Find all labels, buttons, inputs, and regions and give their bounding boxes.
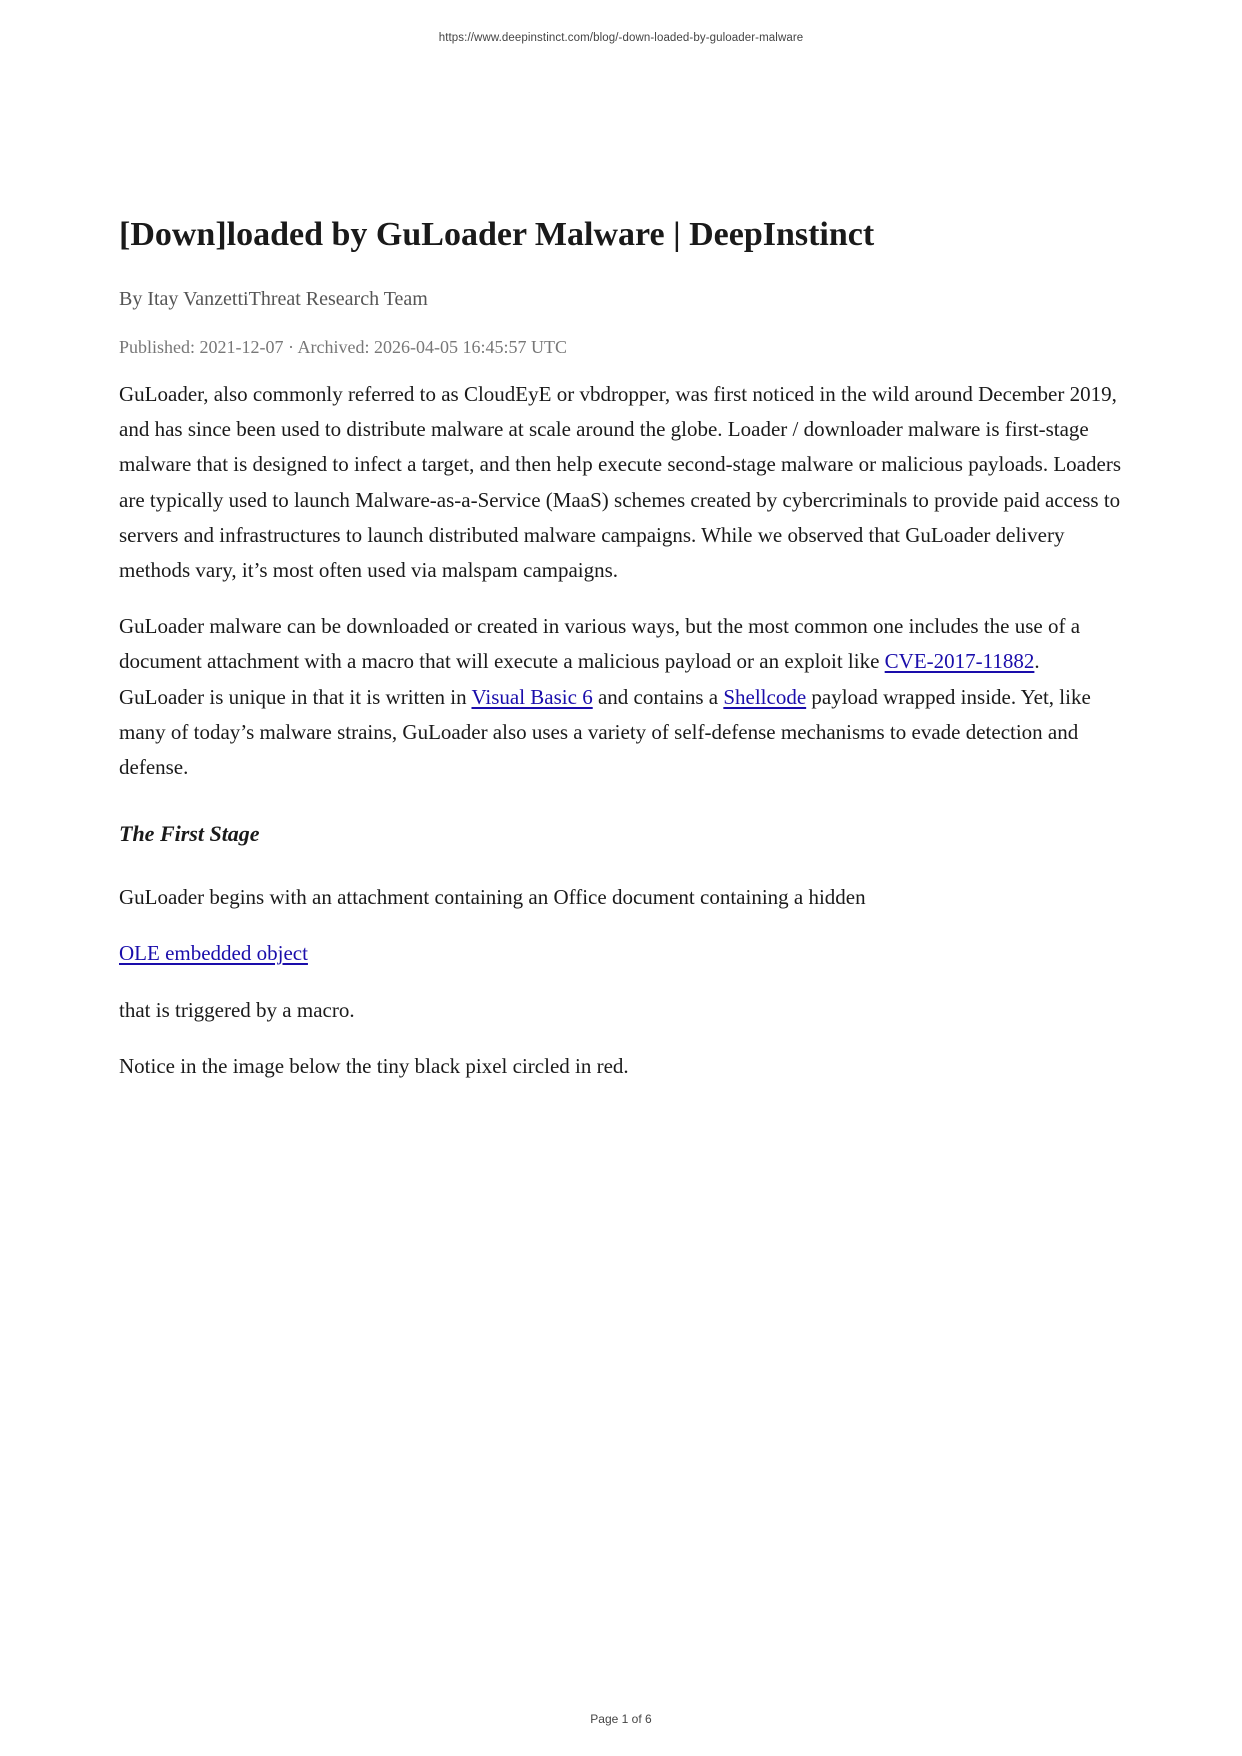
byline: By Itay VanzettiThreat Research Team	[119, 288, 428, 310]
delivery-text-1: GuLoader malware can be downloaded or created in various ways, but the most common one includes the use of a document attachment with a macro that will execute a malicious payload or an exploit like	[119, 614, 1081, 674]
article	[119, 212, 1129, 1084]
delivery-text-2: . GuLoader is unique in that it is written in	[119, 649, 1040, 709]
first-stage-paragraph: GuLoader begins with an attachment containing an Office document containing a hidden	[119, 885, 866, 910]
cve-link[interactable]: CVE-2017-11882	[884, 649, 1035, 674]
delivery-paragraph	[119, 609, 1129, 785]
delivery-text-4: payload wrapped inside. Yet, like many of today’s malware strains, GuLoader also uses a variety of self-defense mechanisms to evade detection and defense.	[119, 684, 1091, 780]
macro-trigger-paragraph: that is triggered by a macro.	[119, 997, 355, 1022]
shellcode-link[interactable]: Shellcode	[723, 684, 807, 709]
meta-separator: ·	[283, 337, 298, 357]
article-title: [Down]loaded by GuLoader Malware | DeepInstinct	[119, 216, 875, 253]
publication-meta	[119, 334, 1129, 360]
page-url: https://www.deepinstinct.com/blog/-down-loaded-by-guloader-malware	[438, 32, 804, 44]
section-heading-first-stage: The First Stage	[119, 821, 260, 847]
archived-date: Archived: 2026-04-05 16:45:57 UTC	[297, 337, 567, 357]
ole-embedded-object-link[interactable]: OLE embedded object	[119, 941, 308, 966]
delivery-text-3: and contains a	[592, 684, 724, 709]
page-number: Page 1 of 6	[590, 1712, 652, 1726]
visual-basic-link[interactable]: Visual Basic 6	[471, 684, 593, 709]
published-date: Published: 2021-12-07	[119, 337, 284, 357]
ole-link-paragraph	[119, 936, 1129, 971]
intro-paragraph: GuLoader, also commonly referred to as CloudEyE or vbdropper, was first noticed in the wild around December 2019, and has since been used to distribute malware at scale around the globe. Loader / downloader malware is first-stage malware that is designed to infect a target, and then help execute second-stage malware or malicious payloads. Loaders are typically used to launch Malware-as-a-Service (MaaS) schemes created by cybercriminals to provide paid access to servers and infrastructures to launch distributed malware campaigns. While we observed that GuLoader delivery methods vary, it’s most often used via malspam campaigns.	[119, 382, 1121, 583]
image-notice-paragraph: Notice in the image below the tiny black pixel circled in red.	[119, 1053, 629, 1078]
